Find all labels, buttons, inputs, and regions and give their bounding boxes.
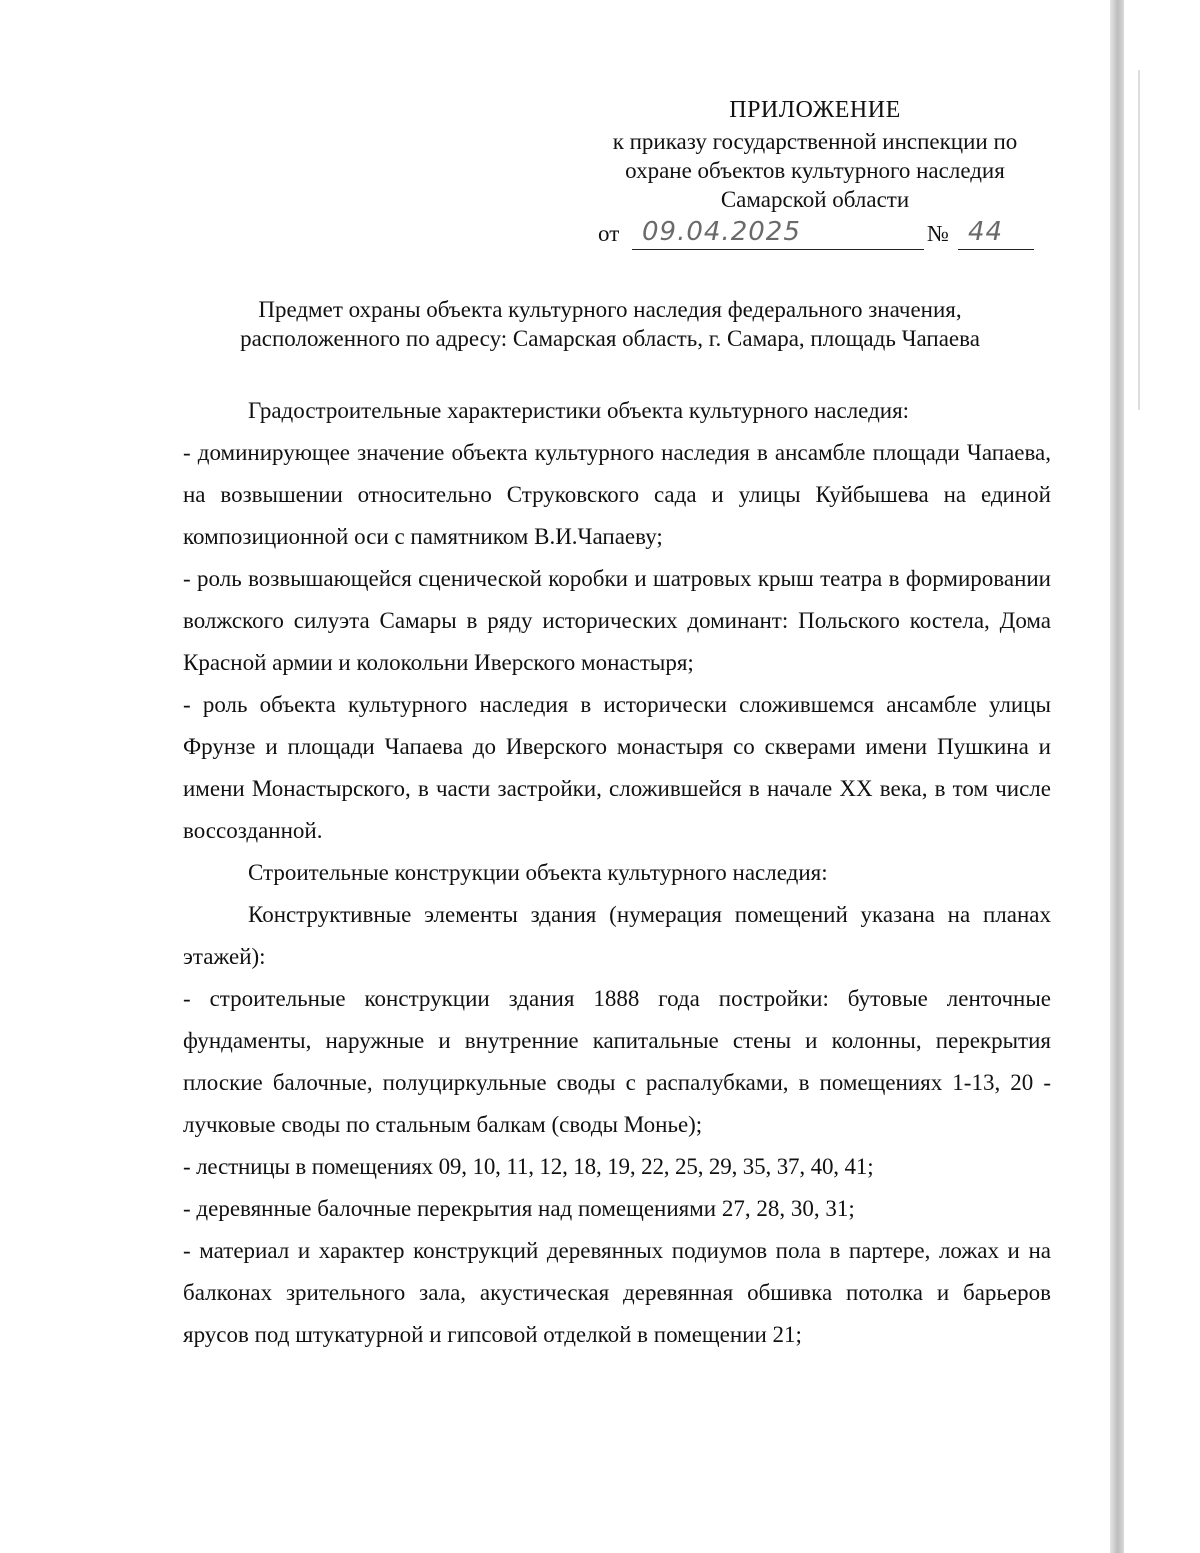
subject-line: расположенного по адресу: Самарская область, г. Самара, площадь Чапаева: [240, 326, 980, 351]
date-number-row: [580, 218, 1050, 252]
urban-item: - роль объекта культурного наследия в исторически сложившемся ансамбле улицы Фрунзе и площади Чапаева до Иверского монастыря со скверами имени Пушкина и имени Монастырского, в части застройки, сложившейся в начале XX века, в том числе воссозданной.: [183, 692, 1051, 843]
construction-subheading: Конструктивные элементы здания (нумерация помещений указана на планах этажей):: [183, 902, 1051, 969]
number-field: [958, 219, 1034, 250]
document-body: [183, 390, 1051, 1356]
construction-item: - лестницы в помещениях 09, 10, 11, 12, 18, 19, 22, 25, 29, 35, 37, 40, 41;: [183, 1154, 874, 1179]
construction-item: - материал и характер конструкций деревянных подиумов пола в партере, ложах и на балконах зрительного зала, акустическая деревянная обшивка потолка и барьеров ярусов под штукатурной и гипсовой отделкой в помещении 21;: [183, 1238, 1051, 1347]
urban-heading: Градостроительные характеристики объекта культурного наследия:: [248, 398, 910, 423]
subject-line: Предмет охраны объекта культурного наследия федерального значения,: [258, 297, 962, 322]
urban-item: - доминирующее значение объекта культурного наследия в ансамбле площади Чапаева, на возвышении относительно Струковского сада и улицы Куйбышева на единой композиционной оси с памятником В.И.Чапаеву;: [183, 440, 1051, 549]
appendix-heading: ПРИЛОЖЕНИЕ: [729, 97, 901, 123]
scan-edge-line: [1138, 70, 1140, 410]
construction-heading: Строительные конструкции объекта культурного наследия:: [248, 860, 828, 885]
construction-item: - деревянные балочные перекрытия над помещениями 27, 28, 30, 31;: [183, 1196, 855, 1221]
appendix-line: Самарской области: [720, 187, 910, 212]
date-label: от: [598, 221, 620, 246]
appendix-line: охране объектов культурного наследия: [625, 158, 1005, 183]
number-label: №: [927, 221, 949, 246]
document-subject: [170, 295, 1050, 353]
handwritten-number: 44: [968, 217, 1004, 247]
urban-item: - роль возвышающейся сценической коробки и шатровых крыш театра в формировании волжского силуэта Самары в ряду исторических доминант: Польского костела, Дома Красной армии и колокольни Иверского монастыря;: [183, 566, 1051, 675]
construction-item: - строительные конструкции здания 1888 года постройки: бутовые ленточные фундаменты, наружные и внутренние капитальные стены и колонны, перекрытия плоские балочные, полуциркульные своды с распалубками, в помещениях 1-13, 20 - лучковые своды по стальным балкам (своды Монье);: [183, 986, 1051, 1137]
appendix-block: [580, 96, 1050, 252]
handwritten-date: 09.04.2025: [642, 217, 801, 247]
appendix-line: к приказу государственной инспекции по: [612, 129, 1018, 154]
scan-edge-shadow: [1110, 0, 1124, 1553]
date-field: [632, 219, 924, 250]
